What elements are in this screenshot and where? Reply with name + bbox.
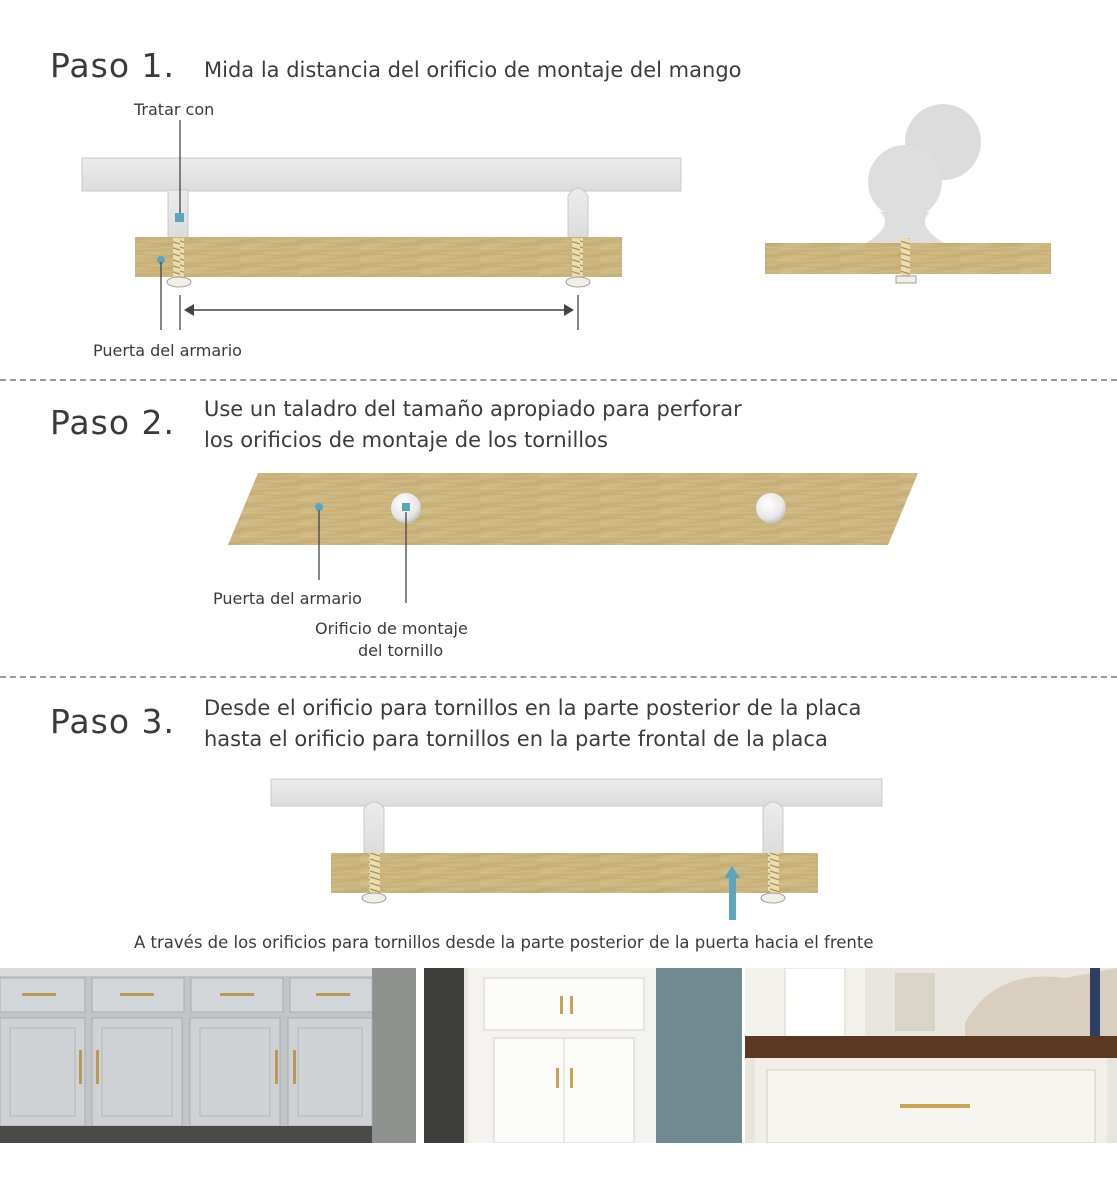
step3-arrow-shaft bbox=[729, 876, 736, 920]
step2-description-line1: Use un taladro del tamaño apropiado para perforar bbox=[204, 397, 742, 421]
step3-wood-board bbox=[331, 853, 818, 893]
step1-label-door: Puerta del armario bbox=[93, 341, 242, 360]
step2-title: Paso 2. bbox=[50, 403, 175, 442]
step1-label-handle: Tratar con bbox=[134, 100, 215, 119]
step3-screw-left bbox=[369, 853, 380, 894]
photo-sideboard-art bbox=[0, 968, 416, 1143]
step3-screw-right bbox=[768, 853, 779, 894]
step2-label-hole-line2: del tornillo bbox=[358, 641, 444, 660]
step3-caption: A través de los orificios para tornillos desde la parte posterior de la puerta hacia el frente bbox=[134, 933, 874, 952]
photo-white-cabinet-art bbox=[424, 968, 742, 1143]
step3-title: Paso 3. bbox=[50, 702, 175, 741]
step3-description-line1: Desde el orificio para tornillos en la parte posterior de la placa bbox=[204, 696, 862, 720]
photo-drawer-art bbox=[745, 968, 1117, 1143]
step2-label-door: Puerta del armario bbox=[213, 589, 362, 608]
step3-screw-head-left bbox=[362, 893, 386, 903]
step3-handle-leg-right bbox=[763, 802, 783, 855]
photo-drawer bbox=[745, 968, 1117, 1143]
step2-label-hole-line1: Orificio de montaje bbox=[315, 619, 468, 638]
step3-handle-leg-left bbox=[364, 802, 384, 855]
photo-white-cabinet bbox=[424, 968, 742, 1143]
photo-sideboard bbox=[0, 968, 416, 1143]
step3-screw-head-right bbox=[761, 893, 785, 903]
step3-handle-bar bbox=[271, 779, 882, 806]
step3-description-line2: hasta el orificio para tornillos en la parte frontal de la placa bbox=[204, 727, 828, 751]
step1-title: Paso 1. bbox=[50, 46, 175, 85]
step2-description-line2: los orificios de montaje de los tornillos bbox=[204, 428, 608, 452]
step1-description: Mida la distancia del orificio de montaje del mango bbox=[204, 58, 742, 82]
